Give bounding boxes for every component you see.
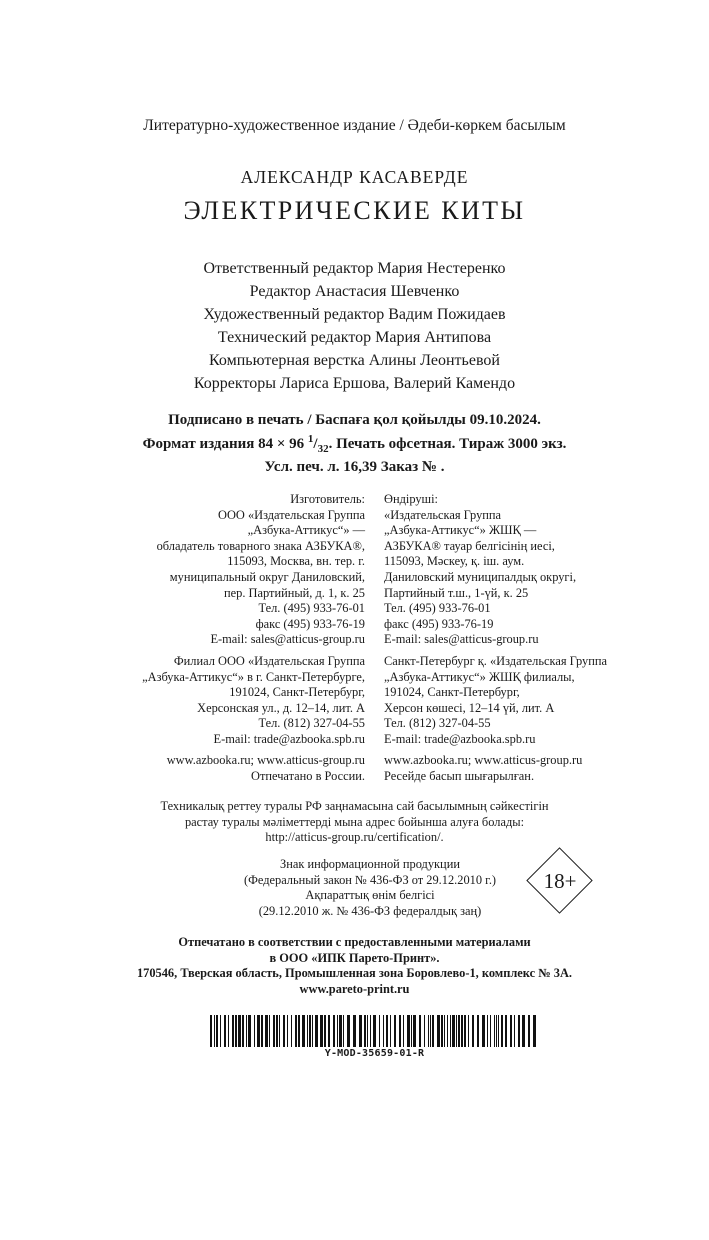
staff-line: Редактор Анастасия Шевченко [249,283,460,300]
manufacturer-ru-line: факс (495) 933-76-19 [255,616,365,631]
barcode-bar [379,1015,380,1047]
barcode-bar [411,1015,412,1047]
manufacturer-kz-line: Партийный т.ш., 1-үй, к. 25 [384,585,529,600]
web-kz-line: Ресейде басып шығарылған. [384,768,535,783]
web-ru [167,753,365,784]
print-sheets: Усл. печ. л. 16,39 Заказ № . [264,459,445,475]
printer-line: в ООО «ИПК Парето-Принт». [269,950,440,965]
barcode-bar [269,1015,270,1047]
barcode-bar [383,1015,384,1047]
barcode-bar [494,1015,495,1047]
barcode-bar [214,1015,215,1047]
barcode-bar [458,1015,460,1047]
barcode-bar [353,1015,356,1047]
barcode-bar [399,1015,401,1047]
barcode [210,1015,539,1047]
staff-line: Корректоры Лариса Ершова, Валерий Камендо [193,375,516,392]
barcode-bar [496,1015,497,1047]
barcode-bar [265,1015,268,1047]
barcode-bar [339,1015,342,1047]
tech-line: растау туралы мәліметтерді мына адрес бойынша алуға болады: [184,814,525,829]
manufacturer-ru [157,492,365,648]
format-denominator: 32 [317,442,329,455]
branch-kz-line: Херсон көшесі, 12–14 үй, лит. А [384,700,555,715]
barcode-block [210,1015,539,1059]
barcode-bar [254,1015,255,1047]
book-title [0,196,709,226]
barcode-bar [444,1015,445,1047]
manufacturer-ru-line: ООО «Издательская Группа [218,507,365,522]
barcode-bar [432,1015,434,1047]
manufacturer-ru-line: 115093, Москва, вн. тер. г. [227,554,365,569]
barcode-bar [302,1015,305,1047]
barcode-code: Y-MOD-35659-01-R [324,1048,425,1059]
barcode-bar [257,1015,260,1047]
barcode-bar [430,1015,431,1047]
branch-ru-line: 191024, Санкт-Петербург, [229,685,365,700]
barcode-bar [522,1015,525,1047]
web-kz [384,753,582,784]
info-sign-line: Ақпараттық өнім белгісі [305,888,435,903]
barcode-bar [291,1015,292,1047]
edition-type [0,117,709,135]
author-name-text: АЛЕКСАНДР КАСАВЕРДЕ [240,167,469,187]
barcode-bar [359,1015,362,1047]
barcode-bar [461,1015,463,1047]
branch-kz [384,654,607,748]
barcode-bar [487,1015,488,1047]
tech-regulation [0,799,709,846]
manufacturer-kz-line: Тел. (495) 933-76-01 [384,601,491,616]
barcode-bar [220,1015,221,1047]
manufacturer-ru-line: обладатель товарного знака АЗБУКА®, [156,538,365,553]
branch-kz-line: „Азбука-Аттикус“» ЖШҚ филиалы, [384,669,575,684]
manufacturer-kz-line: „Азбука-Аттикус“» ЖШҚ — [384,523,537,538]
barcode-bar [242,1015,244,1047]
barcode-bar [386,1015,388,1047]
info-sign-line: Знак информационной продукции [280,857,460,871]
barcode-bar [273,1015,275,1047]
web-ru-line: Отпечатано в России. [251,768,365,783]
manufacturer-ru-line: Изготовитель: [290,492,365,506]
barcode-bar [228,1015,229,1047]
barcode-bar [419,1015,421,1047]
manufacturer-kz-line: «Издательская Группа [384,507,502,522]
barcode-bar [510,1015,512,1047]
barcode-bar [232,1015,234,1047]
barcode-bar [276,1015,278,1047]
author-name [0,167,709,188]
barcode-bar [210,1015,212,1047]
barcode-bar [298,1015,300,1047]
age-rating-text: 18+ [543,869,577,893]
barcode-bar [248,1015,251,1047]
format-suffix: . Печать офсетная. Тираж 3000 экз. [328,435,567,452]
barcode-bar [464,1015,466,1047]
barcode-bar [468,1015,469,1047]
barcode-bar [364,1015,366,1047]
barcode-bar [283,1015,285,1047]
branch-ru-line: E-mail: trade@azbooka.spb.ru [213,731,365,746]
branch-kz-line: Санкт-Петербург қ. «Издательская Группа [384,654,608,668]
barcode-bar [477,1015,479,1047]
barcode-bar [450,1015,451,1047]
printer-line: www.pareto-print.ru [299,981,410,996]
branch-kz-line: E-mail: trade@azbooka.spb.ru [384,731,536,746]
format-prefix: Формат издания 84 × 96 [142,435,305,452]
manufacturer-kz-line: 115093, Мәскеу, қ. іш. аум. [384,554,525,569]
age-rating-badge [527,848,593,914]
barcode-bar [403,1015,404,1047]
barcode-bar [441,1015,443,1047]
barcode-bar [370,1015,371,1047]
barcode-bar [279,1015,280,1047]
tech-line: http://atticus-group.ru/certification/. [265,830,444,845]
branch-ru-line: Херсонская ул., д. 12–14, лит. А [197,700,365,715]
barcode-bar [456,1015,457,1047]
barcode-bar [390,1015,391,1047]
info-sign [200,857,540,919]
editorial-staff [0,257,709,395]
manufacturer-kz-line: Өндіруші: [384,492,438,506]
web-ru-line: www.azbooka.ru; www.atticus-group.ru [166,753,365,767]
barcode-bar [333,1015,335,1047]
web-kz-line: www.azbooka.ru; www.atticus-group.ru [384,753,583,767]
staff-line: Технический редактор Мария Антипова [217,329,492,346]
barcode-bar [295,1015,297,1047]
barcode-bar [437,1015,440,1047]
barcode-bar [347,1015,350,1047]
barcode-bar [287,1015,288,1047]
staff-line: Художественный редактор Вадим Пожидаев [203,306,506,323]
branch-ru-line: Филиал ООО «Издательская Группа [173,654,365,668]
branch-ru-line: Тел. (812) 327-04-55 [258,716,365,731]
edition-type-text: Литературно-художественное издание / Әдеби-көркем басылым [143,117,566,134]
barcode-bar [413,1015,416,1047]
barcode-bar [447,1015,448,1047]
barcode-bar [505,1015,507,1047]
barcode-bar [518,1015,520,1047]
manufacturer-kz-line: Даниловский муниципалдық округі, [384,569,577,584]
barcode-bar [490,1015,491,1047]
manufacturer-kz-line: E-mail: sales@atticus-group.ru [384,632,539,647]
barcode-bar [428,1015,429,1047]
barcode-bar [312,1015,313,1047]
manufacturer-ru-line: „Азбука-Аттикус“» — [247,523,365,538]
tech-line: Техникалық реттеу туралы РФ заңнамасына сай басылымның сәйкестігін [160,799,549,813]
barcode-bar [315,1015,318,1047]
barcode-bar [482,1015,485,1047]
branch-kz-line: 191024, Санкт-Петербург, [384,685,520,700]
barcode-bar [452,1015,455,1047]
print-format: Формат издания 84 × 96 $^1/_{32}$. Печать офсетная. Тираж 3000 экз. [142,432,567,455]
barcode-bar [324,1015,326,1047]
barcode-bar [320,1015,323,1047]
print-signed: Подписано в печать / Баспаға қол қойылды 09.10.2024. [168,412,541,428]
barcode-bar [235,1015,237,1047]
barcode-bar [394,1015,396,1047]
barcode-bar [328,1015,330,1047]
barcode-bar [528,1015,530,1047]
barcode-bar [373,1015,376,1047]
printer-line: 170546, Тверская область, Промышленная зона Боровлево-1, комплекс № 3А. [136,966,573,981]
barcode-bar [514,1015,515,1047]
barcode-bar [407,1015,410,1047]
barcode-bar [261,1015,263,1047]
manufacturer-kz-line: АЗБУКА® тауар белгісінің иесі, [384,538,555,553]
staff-line: Компьютерная верстка Алины Леонтьевой [209,352,500,369]
barcode-bar [309,1015,311,1047]
barcode-bar [246,1015,247,1047]
manufacturer-ru-line: пер. Партийный, д. 1, к. 25 [224,585,365,600]
branch-ru-line: „Азбука-Аттикус“» в г. Санкт-Петербурге, [142,669,365,684]
barcode-bar [343,1015,344,1047]
manufacturer-kz [384,492,576,648]
branch-kz-line: Тел. (812) 327-04-55 [384,716,491,731]
book-title-text: ЭЛЕКТРИЧЕСКИЕ КИТЫ [183,196,526,225]
barcode-bar [224,1015,226,1047]
manufacturer-ru-line: Тел. (495) 933-76-01 [258,601,365,616]
barcode-bar [498,1015,499,1047]
printer-info [0,935,709,997]
barcode-bar [238,1015,241,1047]
print-info [0,411,709,477]
info-sign-line: (Федеральный закон № 436-ФЗ от 29.12.2010 г.) [243,872,497,887]
barcode-bar [307,1015,308,1047]
branch-ru [142,654,365,748]
staff-line: Ответственный редактор Мария Нестеренко [203,260,506,277]
barcode-bar [472,1015,474,1047]
barcode-bar [367,1015,368,1047]
format-numerator: 1 [307,432,314,445]
barcode-bar [424,1015,425,1047]
barcode-bar [337,1015,338,1047]
manufacturer-kz-line: факс (495) 933-76-19 [384,616,494,631]
manufacturer-ru-line: E-mail: sales@atticus-group.ru [210,632,365,647]
manufacturer-ru-line: муниципальный округ Даниловский, [169,569,365,584]
barcode-bar [501,1015,503,1047]
barcode-bar [216,1015,218,1047]
info-sign-line: (29.12.2010 ж. № 436-ФЗ федералдық заң) [258,903,482,918]
barcode-bar [533,1015,536,1047]
printer-line: Отпечатано в соответствии с предоставленными материалами [178,935,531,949]
